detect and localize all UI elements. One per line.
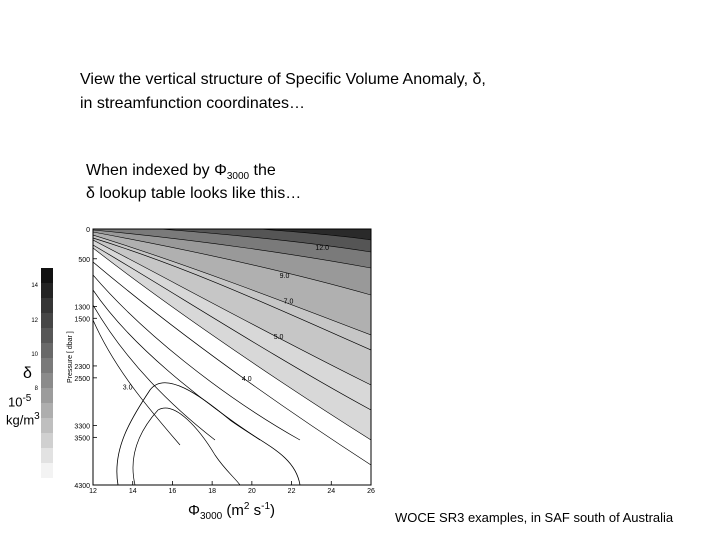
colorbar-tick-0: 14 [31, 283, 38, 289]
units-exp-3: 3 [34, 411, 40, 422]
subtitle-pre: When indexed by Φ [86, 162, 227, 179]
caption: WOCE SR3 examples, in SAF south of Australia [395, 510, 674, 525]
colorbar-swatch-2 [41, 298, 53, 313]
colorbar-tick-3: 8 [34, 386, 38, 392]
colorbar-swatch-6 [41, 358, 53, 373]
y-tick-label-7: 3500 [74, 435, 90, 443]
x-tick-label-6: 24 [327, 488, 336, 495]
colorbar-symbol: δ [23, 365, 32, 382]
x-tick-label-7: 26 [367, 488, 375, 495]
x-axis-label [188, 501, 275, 522]
subtitle-line-2: δ lookup table looks like this… [86, 185, 302, 202]
xlabel-mid2: s [249, 502, 262, 519]
units-kgm: kg/m [6, 412, 35, 428]
y-tick-label-8: 4300 [74, 483, 90, 490]
colorbar-swatch-4 [41, 328, 53, 343]
y-axis-label: Pressure [ dbar ] [67, 331, 74, 383]
xlabel-phi: Φ [188, 502, 200, 519]
x-tick-label-1: 14 [128, 488, 137, 495]
colorbar-swatch-5 [41, 343, 53, 358]
colorbar [31, 268, 53, 478]
y-tick-label-5: 2500 [74, 375, 90, 383]
x-tick-label-3: 18 [208, 488, 217, 495]
x-tick-label-0: 12 [89, 488, 97, 495]
units-base: 10 [8, 394, 23, 410]
units-exp: -5 [22, 393, 32, 404]
contour-label-3: 5.0 [273, 334, 284, 342]
contour-label-4: 4.0 [241, 375, 252, 383]
y-tick-label-2: 1300 [74, 304, 90, 312]
xlabel-sub: 3000 [199, 511, 223, 522]
xlabel-exp1: 2 [243, 501, 250, 512]
colorbar-swatch-8 [41, 388, 53, 403]
slide-title-line-1: View the vertical structure of Specific Volume Anomaly, δ, [80, 71, 486, 88]
colorbar-tick-1: 12 [31, 318, 38, 324]
contour-label-5: 3.0 [122, 384, 133, 392]
y-tick-label-3: 1500 [74, 316, 90, 324]
colorbar-swatch-11 [41, 433, 53, 448]
colorbar-swatch-12 [41, 448, 53, 463]
colorbar-swatch-0 [41, 268, 53, 283]
xlabel-post: ) [270, 502, 276, 519]
contour-plot-area [93, 229, 371, 485]
colorbar-swatch-9 [41, 403, 53, 418]
subtitle-post: the [249, 162, 276, 179]
y-tick-label-6: 3300 [74, 423, 90, 431]
colorbar-swatch-1 [41, 283, 53, 298]
colorbar-tick-2: 10 [31, 352, 38, 358]
xlabel-mid: (m [222, 502, 244, 519]
subtitle-subscript: 3000 [226, 171, 250, 183]
colorbar-swatch-10 [41, 418, 53, 433]
contour-label-0: 12.0 [315, 244, 330, 252]
colorbar-swatch-3 [41, 313, 53, 328]
xlabel-exp2: -1 [261, 501, 271, 512]
contour-label-1: 9.0 [279, 272, 290, 280]
y-tick-label-1: 500 [78, 256, 90, 264]
x-tick-label-5: 22 [287, 488, 296, 495]
colorbar-swatch-7 [41, 373, 53, 388]
y-tick-label-0: 0 [86, 227, 90, 234]
contour-label-2: 7.0 [283, 298, 294, 306]
y-tick-label-4: 2300 [74, 363, 90, 371]
slide-title-line-2: in streamfunction coordinates… [80, 95, 305, 112]
x-tick-label-2: 16 [168, 488, 177, 495]
x-tick-label-4: 20 [247, 488, 256, 495]
colorbar-swatch-13 [41, 463, 53, 478]
